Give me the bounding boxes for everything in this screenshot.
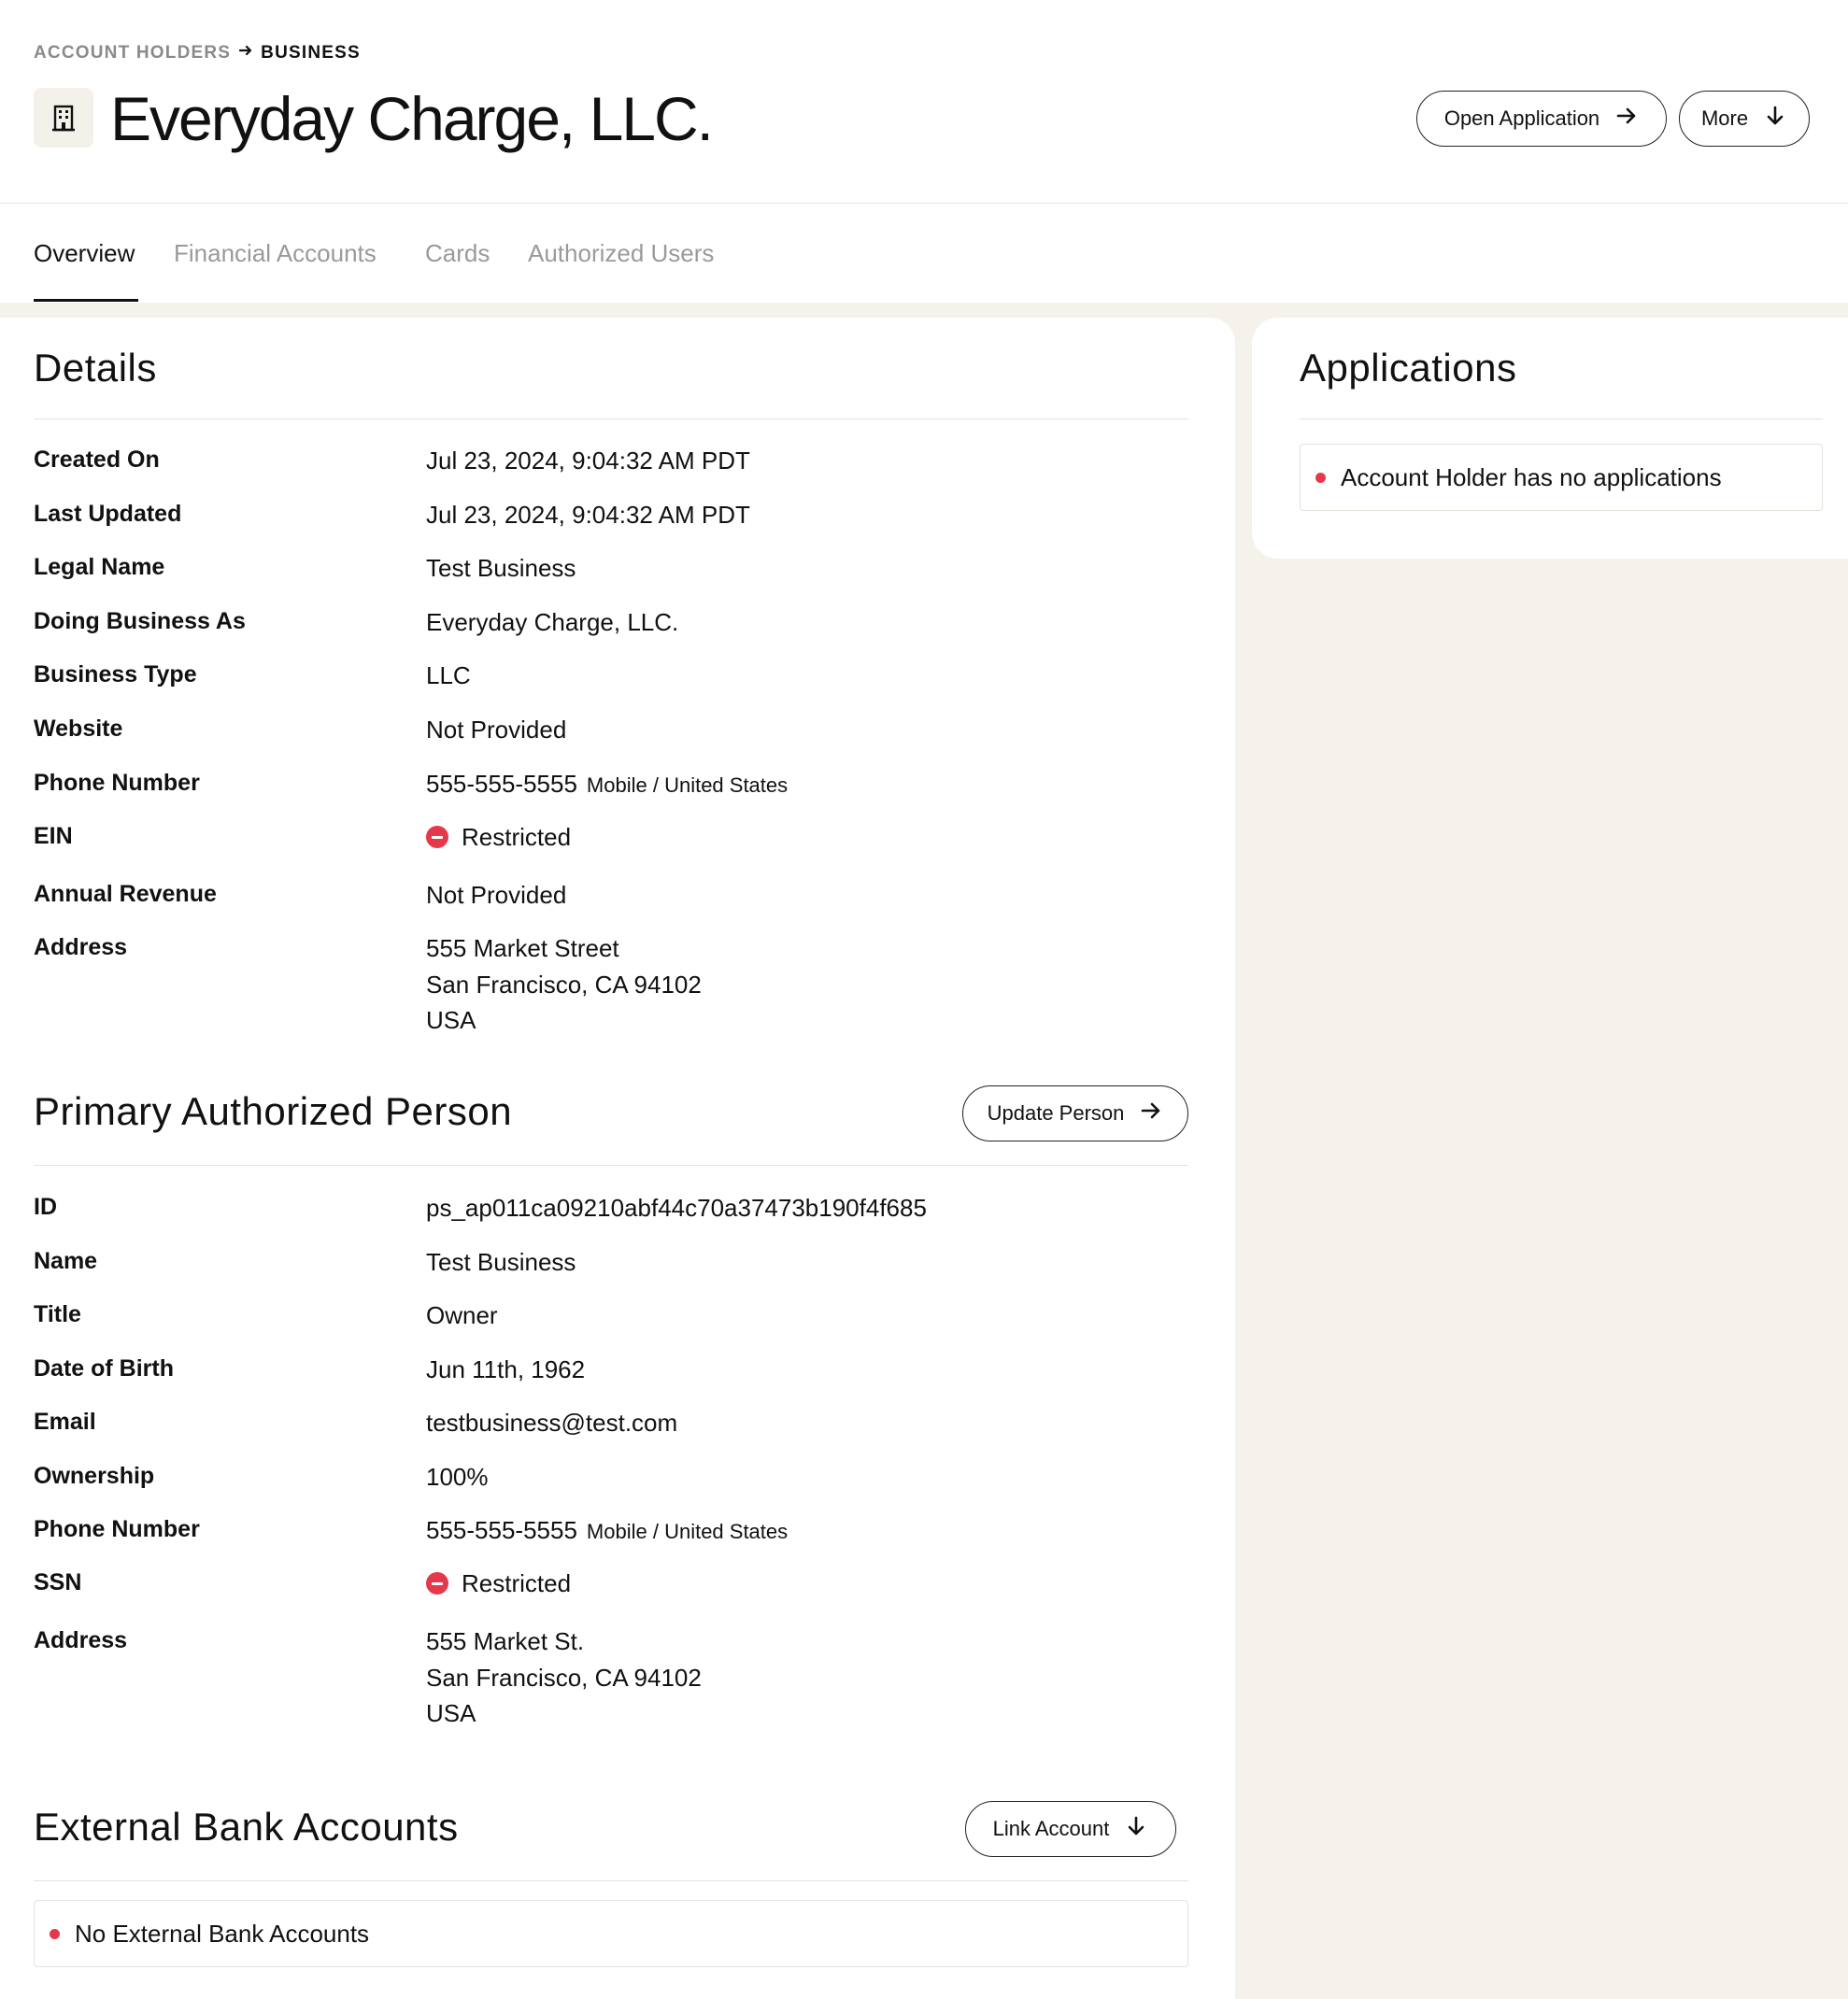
detail-label: Created On (34, 447, 160, 473)
update-person-button[interactable] (962, 1085, 1188, 1141)
status-dot-icon (50, 1929, 60, 1939)
no-applications-notice (1300, 444, 1823, 511)
person-label: Date of Birth (34, 1355, 174, 1382)
breadcrumb (34, 43, 361, 64)
breadcrumb-business: BUSINESS (261, 43, 361, 63)
no-applications-text: Account Holder has no applications (1341, 462, 1722, 491)
details-divider (34, 418, 1188, 419)
address-line: 555 Market Street (426, 934, 619, 962)
person-label: SSN (34, 1569, 82, 1595)
address-line: 555 Market St. (426, 1627, 585, 1655)
ein-value (426, 819, 571, 855)
link-account-button[interactable] (965, 1801, 1176, 1857)
arrow-right-icon (1139, 1099, 1163, 1128)
breadcrumb-account-holders[interactable]: ACCOUNT HOLDERS (34, 43, 232, 63)
arrow-down-icon (1763, 104, 1787, 134)
details-title: Details (34, 346, 157, 390)
detail-label: Legal Name (34, 554, 165, 580)
person-value: ps_ap011ca09210abf44c70a37473b190f4f685 (426, 1194, 927, 1222)
person-label: Title (34, 1301, 81, 1327)
tab-authorized-users[interactable]: Authorized Users (528, 239, 715, 267)
detail-label: Annual Revenue (34, 881, 217, 907)
person-value: Owner (426, 1301, 498, 1329)
more-button[interactable] (1679, 91, 1810, 147)
phone-type: Mobile / United States (586, 1520, 789, 1543)
person-label: ID (34, 1194, 57, 1220)
detail-value: LLC (426, 661, 471, 689)
detail-value: Not Provided (426, 881, 567, 909)
detail-value: Not Provided (426, 716, 567, 744)
restricted-icon (426, 1572, 448, 1595)
detail-label: Address (34, 934, 128, 960)
person-label: Address (34, 1627, 128, 1653)
phone-value (426, 1512, 788, 1550)
open-application-button[interactable] (1416, 91, 1667, 147)
link-account-label: Link Account (992, 1817, 1110, 1840)
restricted-label: Restricted (462, 1569, 572, 1597)
person-label: Name (34, 1248, 98, 1274)
detail-value: Jul 23, 2024, 9:04:32 AM PDT (426, 501, 750, 529)
status-dot-icon (1315, 473, 1326, 483)
detail-label: Doing Business As (34, 608, 246, 634)
ssn-value (426, 1566, 571, 1601)
address-line: San Francisco, CA 94102 (426, 971, 702, 999)
applications-divider (1300, 418, 1823, 419)
detail-value: Everyday Charge, LLC. (426, 608, 679, 636)
page-header (0, 0, 1848, 204)
applications-card (1252, 318, 1848, 559)
tab-bar (0, 204, 1848, 303)
person-value: Jun 11th, 1962 (426, 1355, 586, 1383)
update-person-label: Update Person (987, 1101, 1125, 1125)
detail-label: Business Type (34, 661, 197, 688)
detail-value: Test Business (426, 554, 576, 582)
arrow-right-icon (1614, 104, 1639, 134)
person-label: Email (34, 1409, 96, 1435)
tab-financial-accounts[interactable]: Financial Accounts (174, 239, 377, 267)
person-value: 100% (426, 1463, 489, 1491)
phone-number: 555-555-5555 (426, 770, 577, 798)
person-divider (34, 1165, 1188, 1166)
building-icon (34, 88, 93, 148)
applications-title: Applications (1300, 346, 1517, 390)
person-label: Phone Number (34, 1516, 200, 1542)
open-application-label: Open Application (1443, 106, 1600, 130)
arrow-right-icon (238, 43, 253, 64)
address-line: USA (426, 1006, 476, 1034)
address-line: USA (426, 1699, 476, 1727)
address-line: San Francisco, CA 94102 (426, 1664, 702, 1692)
bank-divider (34, 1880, 1188, 1881)
overview-card (0, 318, 1235, 1999)
person-value: Test Business (426, 1248, 576, 1276)
detail-label: Website (34, 716, 123, 742)
person-title: Primary Authorized Person (34, 1089, 513, 1133)
bank-title: External Bank Accounts (34, 1805, 459, 1849)
phone-type: Mobile / United States (586, 773, 789, 797)
detail-label: Phone Number (34, 770, 200, 796)
no-bank-accounts-text: No External Bank Accounts (75, 1919, 370, 1948)
restricted-icon (426, 826, 448, 848)
detail-label: EIN (34, 823, 73, 849)
person-value: testbusiness@test.com (426, 1409, 678, 1437)
restricted-label: Restricted (462, 823, 572, 851)
detail-value: Jul 23, 2024, 9:04:32 AM PDT (426, 447, 750, 475)
tab-cards[interactable]: Cards (425, 239, 490, 267)
no-bank-accounts-notice (34, 1900, 1188, 1967)
active-tab-indicator (34, 299, 138, 302)
phone-value (426, 766, 788, 803)
arrow-down-icon (1124, 1814, 1148, 1844)
tab-overview[interactable]: Overview (34, 239, 135, 267)
phone-number: 555-555-5555 (426, 1516, 577, 1544)
page-title: Everyday Charge, LLC. (110, 84, 713, 153)
detail-label: Last Updated (34, 501, 182, 527)
person-label: Ownership (34, 1463, 155, 1489)
more-label: More (1700, 106, 1749, 130)
